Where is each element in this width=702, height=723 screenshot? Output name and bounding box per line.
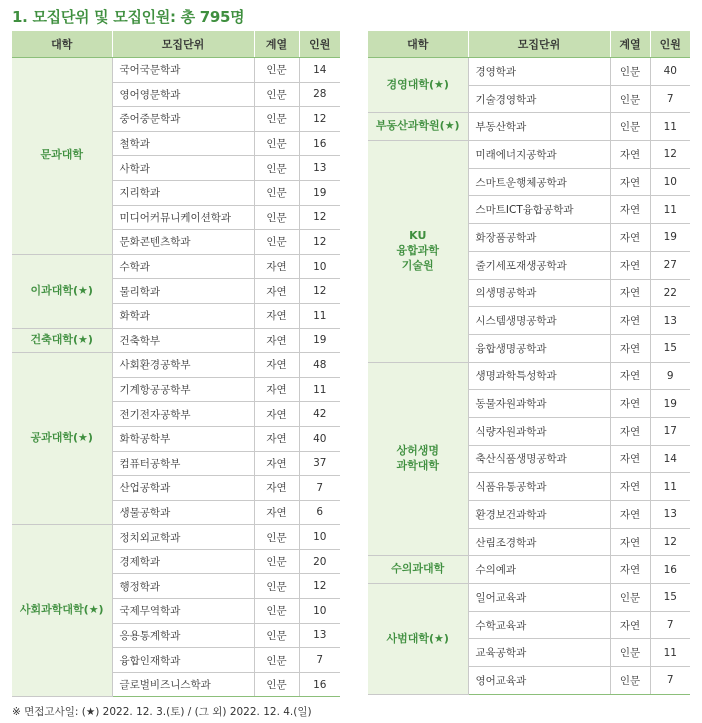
field-cell: 자연 bbox=[254, 279, 299, 304]
count-cell: 16 bbox=[299, 131, 340, 156]
admissions-table-right bbox=[368, 31, 690, 695]
unit-cell: 동물자원과학과 bbox=[468, 390, 610, 418]
unit-cell: 스마트운행체공학과 bbox=[468, 168, 610, 196]
unit-cell: 수의예과 bbox=[468, 556, 610, 584]
field-cell: 자연 bbox=[254, 426, 299, 451]
field-cell: 자연 bbox=[610, 334, 650, 362]
table-row bbox=[368, 556, 690, 584]
count-cell: 13 bbox=[650, 307, 690, 335]
table-row bbox=[12, 328, 340, 353]
field-cell: 자연 bbox=[254, 254, 299, 279]
unit-cell: 스마트ICT융합공학과 bbox=[468, 196, 610, 224]
count-cell: 11 bbox=[650, 473, 690, 501]
field-cell: 인문 bbox=[610, 639, 650, 667]
count-cell: 7 bbox=[299, 476, 340, 501]
count-cell: 19 bbox=[650, 390, 690, 418]
count-cell: 7 bbox=[299, 648, 340, 673]
field-cell: 자연 bbox=[610, 224, 650, 252]
table-row bbox=[12, 58, 340, 83]
unit-cell: 응용통계학과 bbox=[112, 623, 254, 648]
unit-cell: 영어교육과 bbox=[468, 667, 610, 695]
field-cell: 자연 bbox=[254, 377, 299, 402]
unit-cell: 축산식품생명공학과 bbox=[468, 445, 610, 473]
field-cell: 자연 bbox=[254, 303, 299, 328]
count-cell: 27 bbox=[650, 251, 690, 279]
unit-cell: 행정학과 bbox=[112, 574, 254, 599]
unit-cell: 사회환경공학부 bbox=[112, 353, 254, 378]
unit-cell: 건축학부 bbox=[112, 328, 254, 353]
unit-cell: 생물공학과 bbox=[112, 500, 254, 525]
field-cell: 인문 bbox=[254, 648, 299, 673]
count-cell: 12 bbox=[299, 230, 340, 255]
unit-cell: 일어교육과 bbox=[468, 584, 610, 612]
unit-cell: 전기전자공학부 bbox=[112, 402, 254, 427]
unit-cell: 국제무역학과 bbox=[112, 599, 254, 624]
field-cell: 자연 bbox=[254, 476, 299, 501]
count-cell: 7 bbox=[650, 667, 690, 695]
unit-cell: 글로벌비즈니스학과 bbox=[112, 672, 254, 697]
header-college: 대학 bbox=[12, 31, 112, 58]
field-cell: 자연 bbox=[254, 328, 299, 353]
field-cell: 인문 bbox=[254, 131, 299, 156]
unit-cell: 사학과 bbox=[112, 156, 254, 181]
field-cell: 인문 bbox=[254, 230, 299, 255]
field-cell: 자연 bbox=[610, 196, 650, 224]
field-cell: 자연 bbox=[610, 528, 650, 556]
college-cell: 문과대학 bbox=[12, 58, 112, 255]
field-cell: 인문 bbox=[254, 180, 299, 205]
count-cell: 10 bbox=[299, 599, 340, 624]
count-cell: 13 bbox=[650, 501, 690, 529]
unit-cell: 산업공학과 bbox=[112, 476, 254, 501]
unit-cell: 문화콘텐츠학과 bbox=[112, 230, 254, 255]
field-cell: 인문 bbox=[254, 58, 299, 83]
table-row bbox=[368, 113, 690, 141]
unit-cell: 줄기세포재생공학과 bbox=[468, 251, 610, 279]
count-cell: 16 bbox=[650, 556, 690, 584]
college-cell: 상허생명 과학대학 bbox=[368, 362, 468, 556]
unit-cell: 환경보건과학과 bbox=[468, 501, 610, 529]
unit-cell: 식량자원과학과 bbox=[468, 417, 610, 445]
header-count: 인원 bbox=[650, 31, 690, 58]
field-cell: 자연 bbox=[610, 556, 650, 584]
field-cell: 인문 bbox=[254, 574, 299, 599]
field-cell: 자연 bbox=[254, 500, 299, 525]
count-cell: 12 bbox=[299, 205, 340, 230]
unit-cell: 기계항공공학부 bbox=[112, 377, 254, 402]
count-cell: 7 bbox=[650, 85, 690, 113]
unit-cell: 컴퓨터공학부 bbox=[112, 451, 254, 476]
count-cell: 10 bbox=[299, 525, 340, 550]
header-unit: 모집단위 bbox=[112, 31, 254, 58]
unit-cell: 정치외교학과 bbox=[112, 525, 254, 550]
unit-cell: 융합생명공학과 bbox=[468, 334, 610, 362]
unit-cell: 산림조경학과 bbox=[468, 528, 610, 556]
count-cell: 48 bbox=[299, 353, 340, 378]
table-row bbox=[368, 584, 690, 612]
count-cell: 13 bbox=[299, 623, 340, 648]
college-cell: 경영대학(★) bbox=[368, 58, 468, 113]
count-cell: 12 bbox=[299, 279, 340, 304]
field-cell: 인문 bbox=[610, 85, 650, 113]
field-cell: 인문 bbox=[254, 107, 299, 132]
header-field: 계열 bbox=[610, 31, 650, 58]
count-cell: 11 bbox=[650, 639, 690, 667]
unit-cell: 수학과 bbox=[112, 254, 254, 279]
field-cell: 자연 bbox=[610, 251, 650, 279]
field-cell: 인문 bbox=[254, 623, 299, 648]
count-cell: 10 bbox=[299, 254, 340, 279]
count-cell: 15 bbox=[650, 334, 690, 362]
count-cell: 11 bbox=[299, 377, 340, 402]
count-cell: 6 bbox=[299, 500, 340, 525]
field-cell: 인문 bbox=[610, 667, 650, 695]
count-cell: 42 bbox=[299, 402, 340, 427]
unit-cell: 국어국문학과 bbox=[112, 58, 254, 83]
unit-cell: 미디어커뮤니케이션학과 bbox=[112, 205, 254, 230]
page-title: 1. 모집단위 및 모집인원: 총 795명 bbox=[12, 8, 245, 26]
field-cell: 인문 bbox=[254, 672, 299, 697]
field-cell: 인문 bbox=[254, 599, 299, 624]
unit-cell: 교육공학과 bbox=[468, 639, 610, 667]
field-cell: 자연 bbox=[254, 451, 299, 476]
count-cell: 19 bbox=[299, 180, 340, 205]
field-cell: 자연 bbox=[610, 141, 650, 169]
field-cell: 인문 bbox=[254, 156, 299, 181]
college-cell: 이과대학(★) bbox=[12, 254, 112, 328]
count-cell: 12 bbox=[650, 528, 690, 556]
unit-cell: 융합인재학과 bbox=[112, 648, 254, 673]
field-cell: 자연 bbox=[610, 362, 650, 390]
field-cell: 자연 bbox=[610, 390, 650, 418]
field-cell: 인문 bbox=[610, 58, 650, 86]
table-row bbox=[368, 58, 690, 86]
unit-cell: 시스템생명공학과 bbox=[468, 307, 610, 335]
count-cell: 9 bbox=[650, 362, 690, 390]
count-cell: 16 bbox=[299, 672, 340, 697]
table-row bbox=[12, 254, 340, 279]
unit-cell: 미래에너지공학과 bbox=[468, 141, 610, 169]
table-header-row bbox=[368, 31, 690, 58]
count-cell: 22 bbox=[650, 279, 690, 307]
header-count: 인원 bbox=[299, 31, 340, 58]
count-cell: 19 bbox=[650, 224, 690, 252]
field-cell: 인문 bbox=[254, 525, 299, 550]
table-row bbox=[368, 141, 690, 169]
field-cell: 인문 bbox=[254, 205, 299, 230]
unit-cell: 물리학과 bbox=[112, 279, 254, 304]
college-cell: 사범대학(★) bbox=[368, 584, 468, 695]
unit-cell: 부동산학과 bbox=[468, 113, 610, 141]
field-cell: 인문 bbox=[610, 113, 650, 141]
count-cell: 13 bbox=[299, 156, 340, 181]
unit-cell: 의생명공학과 bbox=[468, 279, 610, 307]
header-unit: 모집단위 bbox=[468, 31, 610, 58]
unit-cell: 중어중문학과 bbox=[112, 107, 254, 132]
field-cell: 자연 bbox=[254, 353, 299, 378]
count-cell: 10 bbox=[650, 168, 690, 196]
field-cell: 자연 bbox=[610, 417, 650, 445]
count-cell: 12 bbox=[299, 574, 340, 599]
field-cell: 자연 bbox=[610, 501, 650, 529]
header-field: 계열 bbox=[254, 31, 299, 58]
field-cell: 자연 bbox=[610, 445, 650, 473]
field-cell: 자연 bbox=[254, 402, 299, 427]
unit-cell: 화장품공학과 bbox=[468, 224, 610, 252]
unit-cell: 화학공학부 bbox=[112, 426, 254, 451]
college-cell: 부동산과학원(★) bbox=[368, 113, 468, 141]
count-cell: 14 bbox=[650, 445, 690, 473]
field-cell: 자연 bbox=[610, 611, 650, 639]
count-cell: 20 bbox=[299, 549, 340, 574]
table-row bbox=[12, 525, 340, 550]
unit-cell: 경제학과 bbox=[112, 549, 254, 574]
field-cell: 인문 bbox=[254, 82, 299, 107]
count-cell: 19 bbox=[299, 328, 340, 353]
field-cell: 인문 bbox=[610, 584, 650, 612]
count-cell: 28 bbox=[299, 82, 340, 107]
count-cell: 15 bbox=[650, 584, 690, 612]
unit-cell: 기술경영학과 bbox=[468, 85, 610, 113]
unit-cell: 영어영문학과 bbox=[112, 82, 254, 107]
college-cell: KU 융합과학 기술원 bbox=[368, 141, 468, 363]
field-cell: 자연 bbox=[610, 307, 650, 335]
table-row bbox=[368, 362, 690, 390]
count-cell: 17 bbox=[650, 417, 690, 445]
unit-cell: 생명과학특성학과 bbox=[468, 362, 610, 390]
count-cell: 11 bbox=[299, 303, 340, 328]
count-cell: 12 bbox=[650, 141, 690, 169]
college-cell: 건축대학(★) bbox=[12, 328, 112, 353]
table-row bbox=[12, 353, 340, 378]
count-cell: 40 bbox=[650, 58, 690, 86]
count-cell: 11 bbox=[650, 196, 690, 224]
unit-cell: 식품유통공학과 bbox=[468, 473, 610, 501]
field-cell: 자연 bbox=[610, 168, 650, 196]
count-cell: 37 bbox=[299, 451, 340, 476]
field-cell: 자연 bbox=[610, 279, 650, 307]
college-cell: 공과대학(★) bbox=[12, 353, 112, 525]
count-cell: 12 bbox=[299, 107, 340, 132]
count-cell: 14 bbox=[299, 58, 340, 83]
count-cell: 7 bbox=[650, 611, 690, 639]
count-cell: 40 bbox=[299, 426, 340, 451]
unit-cell: 지리학과 bbox=[112, 180, 254, 205]
unit-cell: 철학과 bbox=[112, 131, 254, 156]
table-header-row bbox=[12, 31, 340, 58]
footnote: ※ 면접고사일: (★) 2022. 12. 3.(토) / (그 외) 2022. 12. 4.(일) bbox=[12, 706, 312, 718]
unit-cell: 경영학과 bbox=[468, 58, 610, 86]
header-college: 대학 bbox=[368, 31, 468, 58]
admissions-table-left bbox=[12, 31, 340, 697]
count-cell: 11 bbox=[650, 113, 690, 141]
college-cell: 사회과학대학(★) bbox=[12, 525, 112, 697]
unit-cell: 수학교육과 bbox=[468, 611, 610, 639]
field-cell: 인문 bbox=[254, 549, 299, 574]
college-cell: 수의과대학 bbox=[368, 556, 468, 584]
field-cell: 자연 bbox=[610, 473, 650, 501]
unit-cell: 화학과 bbox=[112, 303, 254, 328]
